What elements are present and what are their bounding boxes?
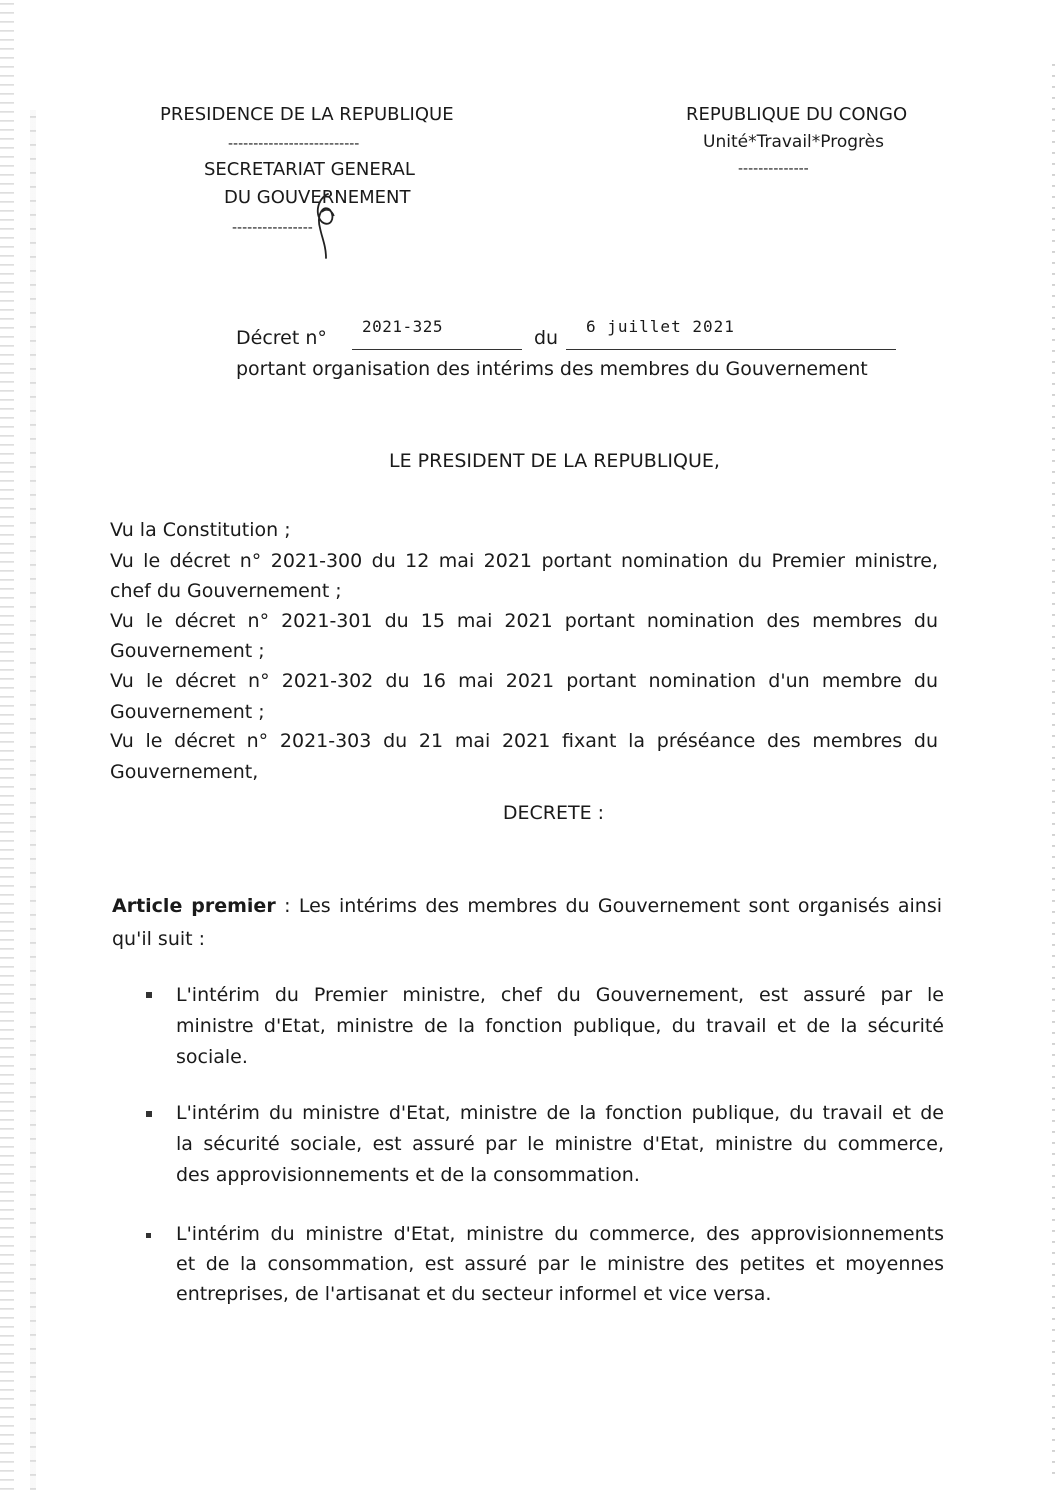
decree-date: 6 juillet 2021 xyxy=(586,317,735,336)
article-text: : Les intérims des membres du Gouvernement sont organisés ainsi xyxy=(275,895,943,917)
decree-label: Décret n° xyxy=(236,327,327,349)
article-first-line xyxy=(112,897,942,916)
scan-edge-left-inner xyxy=(30,110,36,1490)
consideration-line: Gouvernement, xyxy=(110,761,259,783)
header-left-subtitle-2: DU GOUVERNEMENT xyxy=(224,187,411,208)
consideration-line: Vu le décret n° 2021-302 du 16 mai 2021 portant nomination d'un membre du xyxy=(110,670,938,692)
bullet-line: L'intérim du ministre d'Etat, ministre de la fonction publique, du travail et de xyxy=(176,1102,944,1124)
header-left-separator-2: ---------------- xyxy=(232,220,313,236)
consideration-line: Vu le décret n° 2021-301 du 15 mai 2021 portant nomination des membres du xyxy=(110,610,938,632)
bullet-line: entreprises, de l'artisanat et du secteur informel et vice versa. xyxy=(176,1283,772,1305)
decree-date-underline xyxy=(566,349,896,350)
consideration-line: Vu le décret n° 2021-300 du 12 mai 2021 portant nomination du Premier ministre, xyxy=(110,550,938,572)
bullet-marker xyxy=(146,992,152,998)
handwritten-initials xyxy=(300,188,350,260)
bullet-line: et de la consommation, est assuré par le ministre des petites et moyennes xyxy=(176,1253,944,1275)
header-left-title: PRESIDENCE DE LA REPUBLIQUE xyxy=(160,104,454,125)
article-label: Article premier xyxy=(112,895,276,917)
decrete-heading: DECRETE : xyxy=(502,802,605,824)
consideration-line: Gouvernement ; xyxy=(110,640,265,662)
scan-edge-right xyxy=(1052,60,1055,1480)
header-left-subtitle-1: SECRETARIAT GENERAL xyxy=(204,159,415,180)
bullet-marker xyxy=(146,1233,151,1238)
header-right-motto: Unité*Travail*Progrès xyxy=(703,132,884,152)
bullet-line: la sécurité sociale, est assuré par le ministre d'Etat, ministre du commerce, xyxy=(176,1133,944,1155)
bullet-marker xyxy=(146,1111,152,1117)
consideration-line: Vu le décret n° 2021-303 du 21 mai 2021 fixant la préséance des membres du xyxy=(110,730,938,752)
decree-subject: portant organisation des intérims des membres du Gouvernement xyxy=(236,358,868,380)
header-right-title: REPUBLIQUE DU CONGO xyxy=(686,104,908,125)
decree-number: 2021-325 xyxy=(362,317,444,336)
header-right-separator: -------------- xyxy=(738,161,809,177)
decree-number-underline xyxy=(352,349,522,350)
bullet-line: sociale. xyxy=(176,1046,248,1068)
bullet-line: L'intérim du Premier ministre, chef du Gouvernement, est assuré par le xyxy=(176,984,944,1006)
scan-edge-left xyxy=(0,0,14,1497)
bullet-line: des approvisionnements et de la consommation. xyxy=(176,1164,640,1186)
article-second-line: qu'il suit : xyxy=(112,928,206,950)
consideration-line: Vu la Constitution ; xyxy=(110,519,291,541)
bullet-line: ministre d'Etat, ministre de la fonction publique, du travail et de la sécurité xyxy=(176,1015,944,1037)
consideration-line: chef du Gouvernement ; xyxy=(110,580,342,602)
bullet-line: L'intérim du ministre d'Etat, ministre du commerce, des approvisionnements xyxy=(176,1223,944,1245)
header-left-separator: -------------------------- xyxy=(228,136,360,152)
decree-du-label: du xyxy=(534,327,559,349)
president-heading: LE PRESIDENT DE LA REPUBLIQUE, xyxy=(389,450,720,472)
consideration-line: Gouvernement ; xyxy=(110,701,265,723)
